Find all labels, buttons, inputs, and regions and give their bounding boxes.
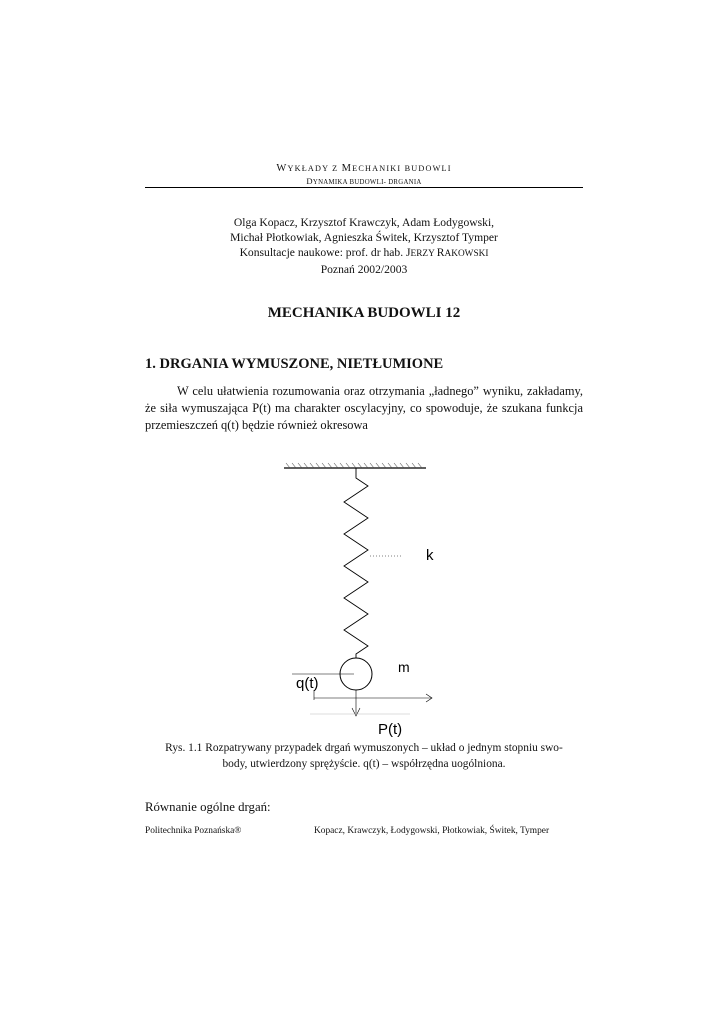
- caption-line-1: Rys. 1.1 Rozpatrywany przypadek drgań wymuszonych – układ o jednym stopniu swo-: [165, 742, 563, 754]
- consultation-prefix: Konsultacje naukowe: prof. dr hab.: [239, 246, 407, 259]
- displacement-label: q(t): [296, 675, 319, 692]
- header-divider: [145, 187, 583, 188]
- header-cap-w: W: [276, 163, 288, 174]
- intro-paragraph-text: W celu ułatwienia rozumowania oraz otrzymania „ładnego” wyniku, zakładamy, że siła wymuszająca P(t) ma charakter oscylacyjny, co spowoduje, że szukana funkcja przemieszczeń q(t) będzie również okresowa: [145, 384, 583, 432]
- force-label: P(t): [378, 721, 403, 738]
- section-heading: 1. DRGANIA WYMUSZONE, NIETŁUMIONE: [145, 356, 444, 372]
- document-title: MECHANIKA BUDOWLI 12: [267, 305, 461, 321]
- equation-intro: Równanie ogólne drgań:: [145, 800, 271, 814]
- authors-block: [145, 215, 583, 277]
- authors-line-1: Olga Kopacz, Krzysztof Krawczyk, Adam Łodygowski,: [233, 216, 495, 229]
- spring-mass-figure: [270, 462, 470, 744]
- consultant-smallcaps-2: AKOWSKI: [444, 249, 489, 259]
- figure-caption: [145, 740, 583, 772]
- header-smallcaps-1: YKŁADY Z: [287, 164, 342, 173]
- running-header-subtitle: [145, 176, 583, 186]
- authors-line-2: Michał Płotkowiak, Agnieszka Świtek, Krzysztof Tymper: [230, 231, 498, 244]
- spring-stiffness-label: k: [426, 547, 434, 564]
- footer-institution: Politechnika Poznańska®: [145, 826, 242, 836]
- consultation-line: [145, 245, 583, 262]
- caption-line-2: body, utwierdzony sprężyście. q(t) – współrzędna uogólniona.: [222, 758, 506, 770]
- subtitle-cap-d: D: [306, 176, 313, 186]
- running-header-title: [145, 163, 583, 174]
- consultant-cap-r: R: [436, 246, 445, 259]
- subtitle-smallcaps: YNAMIKA BUDOWLI- DRGANIA: [312, 179, 422, 186]
- footer-authors: Kopacz, Krawczyk, Łodygowski, Płotkowiak, Świtek, Tymper: [314, 826, 550, 836]
- intro-paragraph: [145, 383, 583, 434]
- spring: [344, 468, 368, 658]
- header-cap-m: M: [341, 163, 353, 174]
- header-smallcaps-2: ECHANIKI BUDOWLI: [352, 164, 452, 173]
- ceiling-hatching: [286, 463, 422, 468]
- consultant-cap-j: J: [406, 246, 411, 259]
- place-date: Poznań 2002/2003: [320, 263, 408, 276]
- mass-label: m: [398, 659, 410, 675]
- consultant-smallcaps-1: ERZY: [410, 249, 437, 259]
